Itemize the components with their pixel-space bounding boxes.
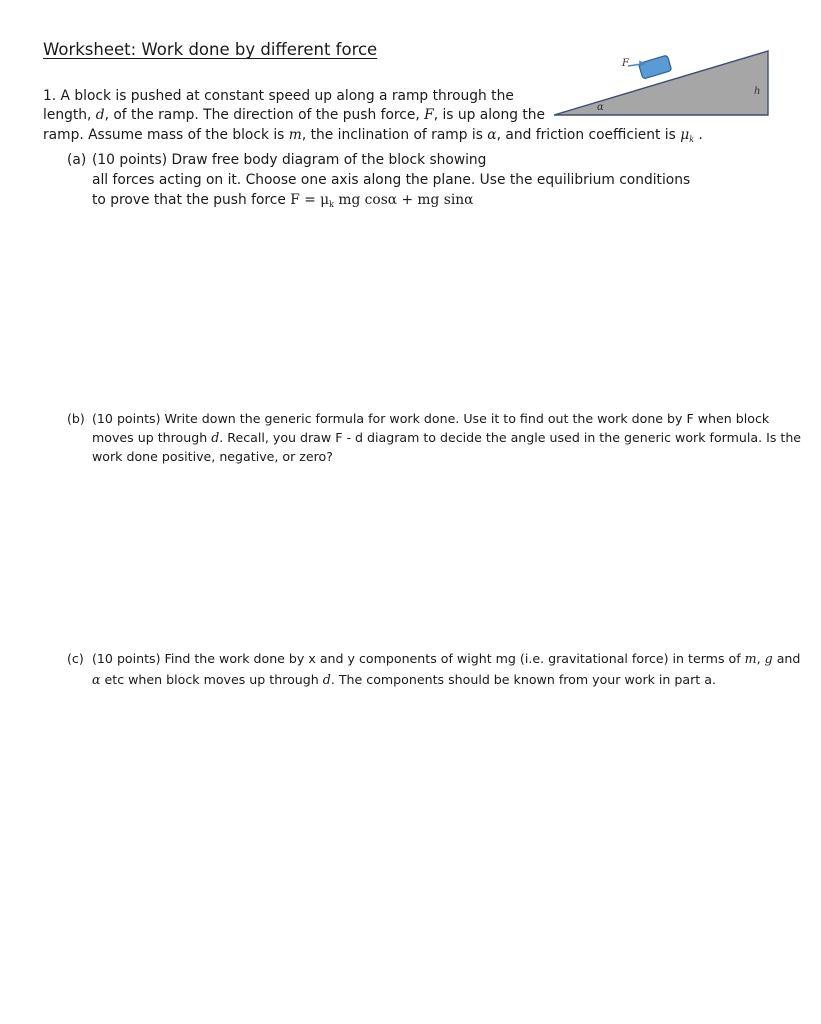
part-b-label: (b) <box>67 411 85 426</box>
part-a-line3-text: to prove that the push force <box>92 192 291 208</box>
block-group <box>638 55 671 79</box>
q1-line2-a: length, <box>43 107 96 123</box>
q1-line-1: 1. A block is pushed at constant speed up along a ramp through the <box>43 88 514 104</box>
part-c-var-d: d <box>322 672 331 687</box>
part-b-line2-a: moves up through <box>92 430 212 445</box>
q1-line-2 <box>43 107 545 123</box>
angle-label: α <box>597 102 604 113</box>
formula-F: F <box>290 192 300 208</box>
part-c-comma: , <box>756 651 765 666</box>
formula-eq: = <box>299 192 321 208</box>
part-c-line-2 <box>92 672 716 687</box>
ramp-diagram <box>550 48 772 122</box>
part-a-line-3 <box>92 192 473 209</box>
var-d: d <box>95 107 105 123</box>
worksheet-title: Worksheet: Work done by different force <box>43 40 378 59</box>
part-a-line-2: all forces acting on it. Choose one axis along the plane. Use the equilibrium conditions <box>92 172 691 188</box>
part-a-line-1: (10 points) Draw free body diagram of the block showing <box>92 152 487 168</box>
block <box>638 55 671 79</box>
part-c-var-alpha: α <box>92 672 101 687</box>
part-b-line-2 <box>92 430 801 445</box>
q1-line3-b: , the inclination of ramp is <box>301 127 488 143</box>
height-label: h <box>754 86 761 97</box>
ramp-figure <box>550 48 772 122</box>
part-c-line2-a: etc when block moves up through <box>100 672 323 687</box>
var-alpha: α <box>487 127 497 143</box>
part-c-line2-b: . The components should be known from your work in part a. <box>330 672 716 687</box>
q1-line2-c: , is up along the <box>433 107 546 123</box>
part-c-line1-b: and <box>772 651 801 666</box>
q1-line3-d: . <box>694 127 703 143</box>
q1-line-3 <box>43 127 703 144</box>
q1-line2-b: , of the ramp. The direction of the push force, <box>104 107 425 123</box>
var-mu-sub: k <box>689 135 695 144</box>
formula-mu: μ <box>320 192 330 208</box>
formula-rest: mg cosα + mg sinα <box>333 192 474 208</box>
part-c-var-g: g <box>764 651 773 666</box>
var-F: F <box>424 107 434 123</box>
part-c-label: (c) <box>67 651 84 666</box>
part-b-var-d: d <box>211 430 220 445</box>
part-b-line-1: (10 points) Write down the generic formula for work done. Use it to find out the work done by F when block <box>92 411 770 426</box>
part-b-line2-b: . Recall, you draw F - d diagram to decide the angle used in the generic work formula. Is the <box>219 430 802 445</box>
part-c-var-m: m <box>744 651 757 666</box>
part-a-label: (a) <box>67 152 87 168</box>
var-mu: μ <box>680 127 690 143</box>
force-label: F <box>622 58 629 69</box>
part-c-line1-a: (10 points) Find the work done by x and y components of wight mg (i.e. gravitational force) in terms of <box>92 651 745 666</box>
part-c-line-1 <box>92 651 800 666</box>
q1-line3-a: ramp. Assume mass of the block is <box>43 127 289 143</box>
formula-k: k <box>329 200 334 209</box>
part-b-line-3: work done positive, negative, or zero? <box>92 449 333 464</box>
q1-line3-c: , and friction coefficient is <box>496 127 681 143</box>
var-m: m <box>288 127 302 143</box>
